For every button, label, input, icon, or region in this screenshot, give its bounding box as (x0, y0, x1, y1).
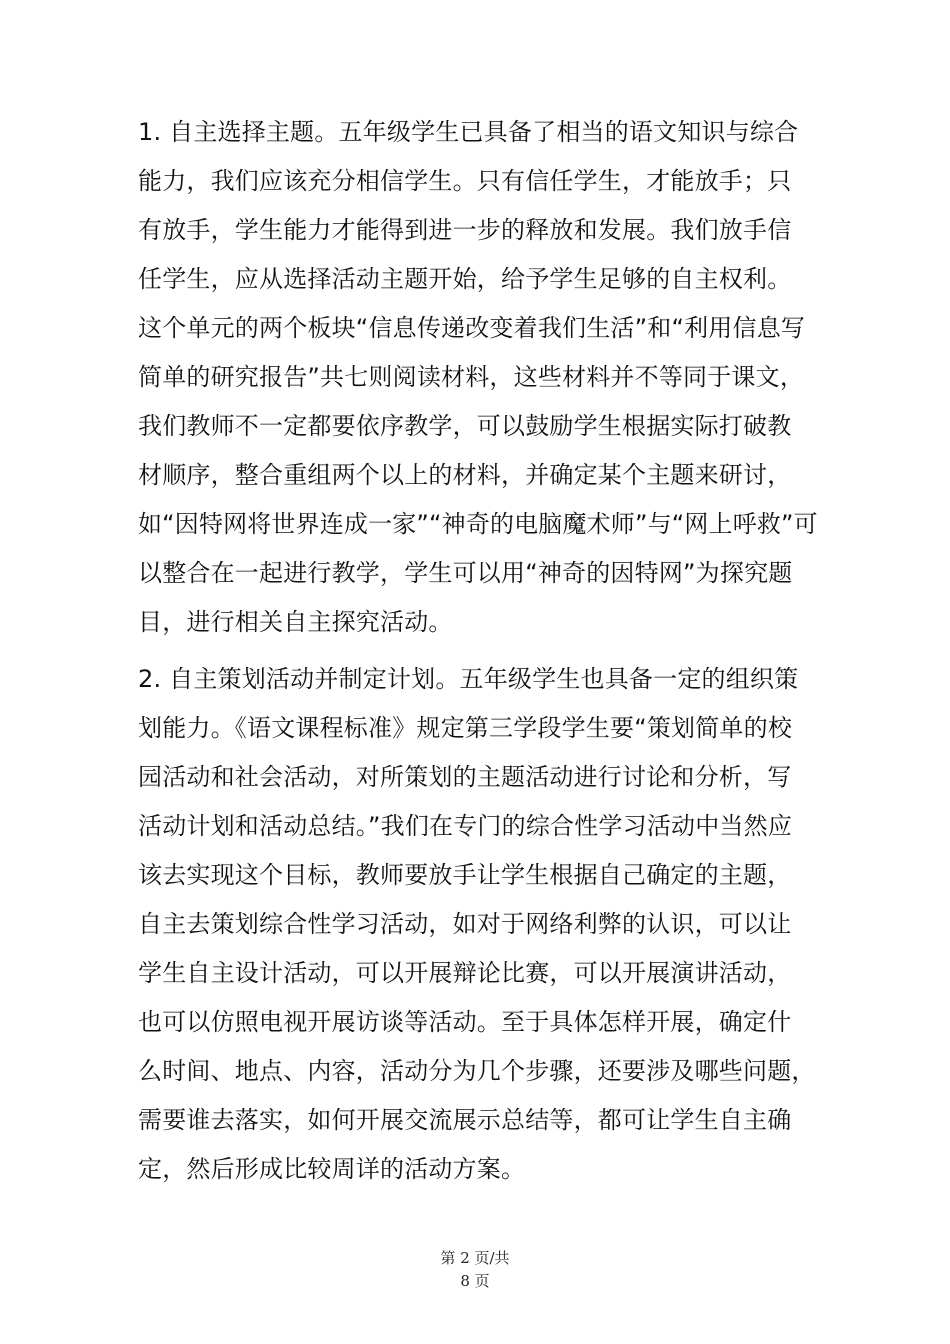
text-line: 也可以仿照电视开展访谈等活动。至于具体怎样开展，确定什 (138, 1008, 792, 1036)
text-line: 学生自主设计活动，可以开展辩论比赛，可以开展演讲活动， (138, 959, 792, 987)
text-line: 这个单元的两个板块“信息传递改变着我们生活”和“利用信息写 (138, 314, 806, 342)
text-line: 如“因特网将世界连成一家”“神奇的电脑魔术师”与“网上呼救”可 (138, 510, 818, 538)
text-line: 园活动和社会活动，对所策划的主题活动进行讨论和分析，写 (138, 763, 792, 791)
text-line: 1. 自主选择主题。五年级学生已具备了相当的语文知识与综合 (138, 118, 799, 146)
text-line: 么时间、地点、内容，活动分为几个步骤，还要涉及哪些问题， (138, 1057, 816, 1085)
text-line: 以整合在一起进行教学，学生可以用“神奇的因特网”为探究题 (138, 559, 793, 587)
text-line: 自主去策划综合性学习活动，如对于网络利弊的认识，可以让 (138, 910, 792, 938)
text-line: 2. 自主策划活动并制定计划。五年级学生也具备一定的组织策 (138, 665, 799, 693)
text-line: 目，进行相关自主探究活动。 (138, 608, 453, 636)
text-line: 我们教师不一定都要依序教学，可以鼓励学生根据实际打破教 (138, 412, 792, 440)
page-number-line-2: 8 页 (460, 1272, 490, 1290)
text-line: 任学生，应从选择活动主题开始，给予学生足够的自主权利。 (138, 265, 792, 293)
text-line: 能力，我们应该充分相信学生。只有信任学生，才能放手；只 (138, 167, 792, 195)
text-line: 材顺序，整合重组两个以上的材料，并确定某个主题来研讨， (138, 461, 792, 489)
text-line: 有放手，学生能力才能得到进一步的释放和发展。我们放手信 (138, 216, 792, 244)
text-line: 划能力。《语文课程标准》规定第三学段学生要“策划简单的校 (138, 714, 793, 742)
text-line: 需要谁去落实，如何开展交流展示总结等，都可让学生自主确 (138, 1106, 792, 1134)
text-line: 简单的研究报告”共七则阅读材料，这些材料并不等同于课文， (138, 363, 805, 391)
text-line: 该去实现这个目标，教师要放手让学生根据自己确定的主题， (138, 861, 792, 889)
text-line: 定，然后形成比较周详的活动方案。 (138, 1155, 526, 1183)
text-line: 活动计划和活动总结。”我们在专门的综合性学习活动中当然应 (138, 812, 793, 840)
page-number-line-1: 第 2 页/共 (440, 1249, 510, 1267)
